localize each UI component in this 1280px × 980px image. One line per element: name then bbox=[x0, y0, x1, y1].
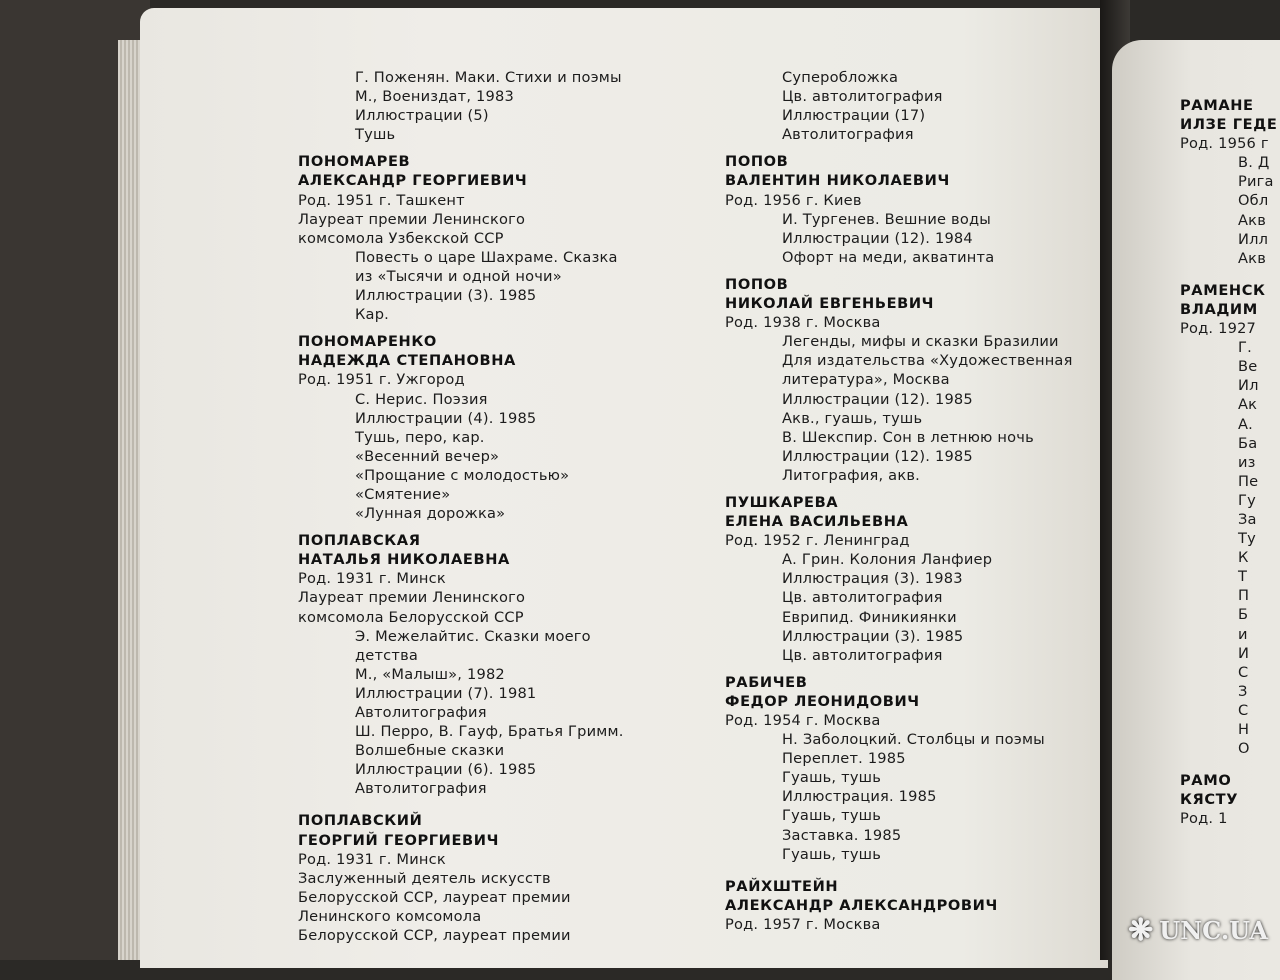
work-line: Б bbox=[1238, 606, 1249, 624]
work-line: С bbox=[1238, 663, 1249, 681]
artist-info: Белорусской ССР, лауреат премии bbox=[298, 927, 571, 945]
artist-info: Род. 1938 г. Москва bbox=[725, 314, 881, 332]
artist-name: ПОНОМАРЕВ bbox=[298, 153, 411, 171]
work-line: Иллюстрации (3). 1985 bbox=[782, 627, 964, 645]
work-line: Рига bbox=[1238, 173, 1274, 191]
artist-info: Род. 1951 г. Ташкент bbox=[298, 191, 465, 209]
work-line: А. bbox=[1238, 415, 1254, 433]
work-line: В. Шекспир. Сон в летнюю ночь bbox=[782, 428, 1034, 446]
work-line: Заставка. 1985 bbox=[782, 826, 902, 844]
work-line: «Лунная дорожка» bbox=[355, 505, 506, 523]
work-line: Иллюстрации (12). 1985 bbox=[782, 447, 973, 465]
work-line: Тушь bbox=[355, 126, 396, 144]
work-line: Тушь, перо, кар. bbox=[355, 428, 485, 446]
work-line: Иллюстрация. 1985 bbox=[782, 788, 937, 806]
work-line: Пе bbox=[1238, 472, 1259, 490]
work-line: Иллюстрации (12). 1985 bbox=[782, 390, 973, 408]
book-page-right bbox=[1112, 40, 1280, 980]
far-right-column bbox=[1180, 96, 1277, 828]
work-line: З bbox=[1238, 682, 1248, 700]
work-line: Н. Заболоцкий. Столбцы и поэмы bbox=[782, 731, 1045, 749]
work-line: Г. bbox=[1238, 339, 1252, 357]
artist-info: Род. 1951 г. Ужгород bbox=[298, 371, 465, 389]
work-line: С. Нерис. Поэзия bbox=[355, 390, 488, 408]
work-line: Н bbox=[1238, 721, 1250, 738]
work-line: «Прощание с молодостью» bbox=[355, 466, 570, 484]
work-line: Гу bbox=[1238, 491, 1256, 509]
work-line: из bbox=[1238, 453, 1256, 471]
work-line: Илл bbox=[1238, 230, 1269, 248]
left-column bbox=[298, 68, 624, 945]
artist-info: Род. 1954 г. Москва bbox=[725, 712, 881, 729]
artist-info: Род. 1927 bbox=[1180, 320, 1257, 338]
artist-name: РАБИЧЕВ bbox=[725, 673, 808, 691]
artist-info: Род. 1931 г. Минск bbox=[298, 850, 446, 868]
work-line: Гуашь, тушь bbox=[782, 845, 882, 863]
entry-spacer bbox=[725, 665, 1073, 673]
work-line: Иллюстрации (6). 1985 bbox=[355, 761, 537, 779]
work-line: Волшебные сказки bbox=[355, 742, 505, 760]
work-line: С bbox=[1238, 701, 1249, 719]
artist-name: ГЕОРГИЙ ГЕОРГИЕВИЧ bbox=[298, 831, 499, 849]
work-line: Т bbox=[1238, 568, 1248, 586]
artist-name: НИКОЛАЙ ЕВГЕНЬЕВИЧ bbox=[725, 295, 935, 313]
artist-name: ИЛЗЕ ГЕДЕ bbox=[1180, 116, 1278, 134]
work-line: Цв. автолитография bbox=[782, 589, 943, 607]
artist-info: комсомола Узбекской ССР bbox=[298, 229, 504, 247]
artist-info: Белорусской ССР, лауреат премии bbox=[298, 888, 571, 906]
work-line: За bbox=[1238, 510, 1257, 528]
work-line: Автолитография bbox=[355, 780, 487, 798]
work-line: П bbox=[1238, 587, 1250, 605]
work-line: из «Тысячи и одной ночи» bbox=[355, 267, 562, 285]
work-line: Автолитография bbox=[782, 126, 914, 144]
work-line: Акв., гуашь, тушь bbox=[782, 409, 923, 427]
work-line: Э. Межелайтис. Сказки моего bbox=[355, 627, 591, 645]
work-line: Переплет. 1985 bbox=[782, 750, 906, 768]
artist-name: ПОПОВ bbox=[725, 153, 789, 171]
work-line: Цв. автолитография bbox=[782, 646, 943, 664]
work-line: Ве bbox=[1238, 358, 1258, 376]
artist-name: ПУШКАРЕВА bbox=[725, 493, 839, 511]
work-line: Обл bbox=[1238, 192, 1269, 210]
artist-info: Лауреат премии Ленинского bbox=[298, 589, 526, 607]
work-line: Повесть о царе Шахраме. Сказка bbox=[355, 248, 618, 266]
entry-spacer bbox=[298, 324, 624, 332]
work-line: Иллюстрации (17) bbox=[782, 107, 926, 125]
right-column bbox=[725, 68, 1073, 934]
work-line: Иллюстрации (5) bbox=[355, 107, 489, 125]
watermark-text: UNC.UA bbox=[1159, 916, 1268, 945]
emblem-icon: ❋ bbox=[1128, 913, 1154, 948]
work-line: «Смятение» bbox=[355, 485, 451, 503]
work-line: Цв. автолитография bbox=[782, 88, 943, 106]
work-line: Иллюстрации (12). 1984 bbox=[782, 229, 973, 247]
work-line: Гуашь, тушь bbox=[782, 807, 882, 825]
artist-name: АЛЕКСАНДР ГЕОРГИЕВИЧ bbox=[298, 172, 528, 190]
work-line: Иллюстрации (3). 1985 bbox=[355, 287, 537, 305]
work-line: литература», Москва bbox=[782, 371, 950, 389]
artist-name: РАМО bbox=[1180, 772, 1232, 790]
entry-spacer bbox=[298, 144, 624, 152]
work-line: Ш. Перро, В. Гауф, Братья Гримм. bbox=[355, 723, 624, 741]
artist-name: ПОПЛАВСКАЯ bbox=[298, 532, 421, 550]
artist-name: АЛЕКСАНДР АЛЕКСАНДРОВИЧ bbox=[725, 896, 998, 914]
artist-info: Ленинского комсомола bbox=[298, 907, 482, 925]
work-line: Иллюстрация (3). 1983 bbox=[782, 570, 963, 588]
entry-spacer bbox=[725, 144, 1073, 152]
work-line: Офорт на меди, акватинта bbox=[782, 248, 995, 266]
work-line: Литография, акв. bbox=[782, 466, 920, 484]
artist-name: ПОНОМАРЕНКО bbox=[298, 333, 437, 351]
artist-info: Род. 1957 г. Москва bbox=[725, 915, 881, 933]
artist-name: ПОПОВ bbox=[725, 275, 789, 293]
work-line: и bbox=[1238, 625, 1248, 643]
artist-name: РАЙХШТЕЙН bbox=[725, 877, 839, 895]
artist-info: комсомола Белорусской ССР bbox=[298, 608, 524, 626]
entry-spacer bbox=[725, 485, 1073, 493]
artist-name: РАМАНЕ bbox=[1180, 97, 1254, 114]
work-line: И. Тургенев. Вешние воды bbox=[782, 210, 991, 228]
work-line: Г. Поженян. Маки. Стихи и поэмы bbox=[355, 69, 622, 86]
work-line: Ак bbox=[1238, 396, 1258, 414]
work-line: Ба bbox=[1238, 434, 1258, 452]
artist-name: ПОПЛАВСКИЙ bbox=[298, 812, 423, 830]
work-line: Еврипид. Финикиянки bbox=[782, 608, 957, 626]
work-line: Ту bbox=[1238, 530, 1256, 548]
artist-name: ВАЛЕНТИН НИКОЛАЕВИЧ bbox=[725, 172, 950, 190]
watermark bbox=[1128, 913, 1268, 948]
artist-name: НАДЕЖДА СТЕПАНОВНА bbox=[298, 352, 516, 370]
entry-spacer bbox=[1180, 758, 1277, 771]
artist-name: ФЕДОР ЛЕОНИДОВИЧ bbox=[725, 692, 920, 710]
artist-info: Род. 1956 г bbox=[1180, 135, 1269, 153]
work-line: Кар. bbox=[355, 306, 390, 324]
work-line: В. Д bbox=[1238, 154, 1270, 172]
work-line: М., «Малыш», 1982 bbox=[355, 665, 505, 683]
work-line: О bbox=[1238, 740, 1250, 758]
artist-name: РАМЕНСК bbox=[1180, 281, 1266, 299]
book-page-left bbox=[140, 8, 1108, 968]
artist-info: Род. 1931 г. Минск bbox=[298, 570, 446, 588]
artist-name: НАТАЛЬЯ НИКОЛАЕВНА bbox=[298, 551, 510, 569]
artist-name: ЕЛЕНА ВАСИЛЬЕВНА bbox=[725, 513, 909, 531]
artist-info: Род. 1 bbox=[1180, 810, 1228, 828]
work-line: И bbox=[1238, 644, 1250, 662]
work-line: К bbox=[1238, 549, 1249, 567]
artist-info: Род. 1952 г. Ленинград bbox=[725, 532, 910, 550]
work-line: Для издательства «Художественная bbox=[782, 352, 1073, 370]
entry-spacer bbox=[1180, 268, 1277, 281]
work-line: Иллюстрации (7). 1981 bbox=[355, 684, 537, 702]
work-line: Суперобложка bbox=[782, 69, 899, 86]
entry-spacer bbox=[725, 864, 1073, 877]
artist-info: Род. 1956 г. Киев bbox=[725, 191, 862, 209]
work-line: Легенды, мифы и сказки Бразилии bbox=[782, 333, 1059, 351]
work-line: Акв bbox=[1238, 211, 1266, 229]
work-line: А. Грин. Колония Ланфиер bbox=[782, 551, 993, 569]
work-line: Автолитография bbox=[355, 704, 487, 721]
work-line: Гуашь, тушь bbox=[782, 769, 882, 787]
artist-info: Заслуженный деятель искусств bbox=[298, 869, 551, 887]
artist-name: ВЛАДИМ bbox=[1180, 300, 1258, 318]
work-line: Иллюстрации (4). 1985 bbox=[355, 409, 537, 427]
work-line: «Весенний вечер» bbox=[355, 447, 500, 465]
work-line: детства bbox=[355, 646, 419, 664]
artist-info: Лауреат премии Ленинского bbox=[298, 210, 526, 228]
work-line: Ил bbox=[1238, 377, 1259, 395]
entry-spacer bbox=[298, 523, 624, 531]
entry-spacer bbox=[298, 798, 624, 811]
entry-spacer bbox=[725, 267, 1073, 275]
work-line: М., Воениздат, 1983 bbox=[355, 88, 514, 106]
work-line: Акв bbox=[1238, 249, 1266, 267]
artist-name: КЯСТУ bbox=[1180, 791, 1239, 809]
